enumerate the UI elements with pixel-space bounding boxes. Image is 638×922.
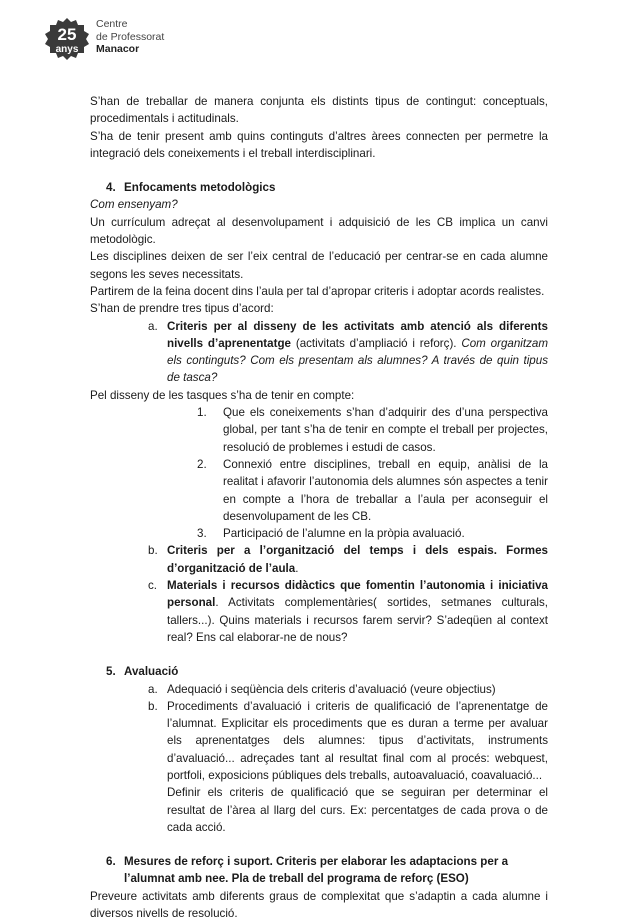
list-item-4c: c. Materials i recursos didàctics que fomentin l’autonomia i iniciativa personal. Activitats complementàries( sortides, setmanes culturals, tallers...). Quins materials i recursos farem servir? S’adeqüen al context real? Ens cal elaborar-ne de nous? [148, 579, 548, 644]
intro-paragraph-2: S’ha de tenir present amb quins continguts d’altres àrees connecten per permetre la integració dels coneixements i el treball interdisciplinari. [90, 129, 548, 160]
section-4-subtitle: Com ensenyam? [90, 198, 178, 212]
badge-word: anys [55, 44, 79, 55]
list-item-4b: b. Criteris per a l’organització del temps i dels espais. Formes d’organització de l’aula. [148, 544, 548, 575]
list-item-4a-2: 2. Connexió entre disciplines, treball en equip, anàlisi de la realitat i afavorir l’autonomia dels alumnes són aspectes a tenir en compte a l’hora de treballar a l’aula per aconseguir el desenvolupament de les CB. [197, 457, 548, 523]
section-6-paragraph: Preveure activitats amb diferents graus de complexitat que s’adaptin a cada alumne i diversos nivells de resolució. [90, 889, 548, 921]
list-item-4a-3: 3. Participació de l’alumne en la pròpia avaluació. [197, 527, 465, 541]
org-name [96, 18, 164, 56]
list-4a-lead: Pel disseny de les tasques s’ha de tenir en compte: [90, 388, 355, 402]
list-item-4a-1: 1. Que els coneixements s’han d’adquirir des d’una perspectiva global, per tant s’ha de tenir en compte el treball per projectes, resolució de problemes i estudi de casos. [197, 406, 548, 454]
list-item-5a: a. Adequació i seqüència dels criteris d’avaluació (veure objectius) [148, 682, 496, 696]
org-line-1: Centre [96, 18, 128, 30]
document-body [90, 93, 548, 922]
section-4-paragraph: Les disciplines deixen de ser l’eix central de l’educació per centrar-se en cada alumne segons les seves necessitats. [90, 250, 548, 281]
section-4-paragraph: Un currículum adreçat al desenvolupament i adquisició de les CB implica un canvi metodològic. [90, 215, 548, 247]
section-4-heading: 4. Enfocaments metodològics [106, 181, 276, 195]
section-4-paragraph: S’han de prendre tres tipus d’acord: [90, 302, 274, 316]
badge-number: 25 [57, 25, 77, 44]
org-line-3: Manacor [96, 43, 140, 55]
list-item-4a: a. Criteris per al disseny de les activitats amb atenció als diferents nivells d’aprenentatge (activitats d’ampliació i reforç). Com organitzam els continguts? Com els presentam als alumnes? A través de quin tipus de tasca? [148, 319, 548, 385]
header-logo [44, 16, 164, 62]
section-4-paragraph: Partirem de la feina docent dins l’aula per tal d’apropar criteris i adoptar acords realistes. [90, 284, 545, 298]
anniversary-badge-icon [44, 16, 90, 62]
intro-paragraph-1: S’han de treballar de manera conjunta els distints tipus de contingut: conceptuals, procedimentals i actitudinals. [90, 95, 548, 126]
section-5-heading: 5. Avaluació [106, 665, 179, 679]
section-6-heading: 6. Mesures de reforç i suport. Criteris per elaborar les adaptacions per a l’alumnat amb nee. Pla de treball del programa de reforç (ESO) [106, 855, 509, 886]
org-line-2: de Professorat [96, 30, 165, 43]
list-item-5b: b. Procediments d’avaluació i criteris de qualificació de l’aprenentatge de l’alumnat. Explicitar els procediments que es duran a terme per avaluar els aprenentatges dels alumnes: tipus d’activitats, instruments d’avaluació... adreçades tant al resultat final com al procés: webquest, portfoli, exposicions públiques dels treballs, autoavaluació, coavaluació... Definir els criteris de qualificació que se seguiran per determinar el resultat de l’àrea al llarg del curs. Ex: percentatges de cada prova o de cada acció. [148, 699, 548, 834]
